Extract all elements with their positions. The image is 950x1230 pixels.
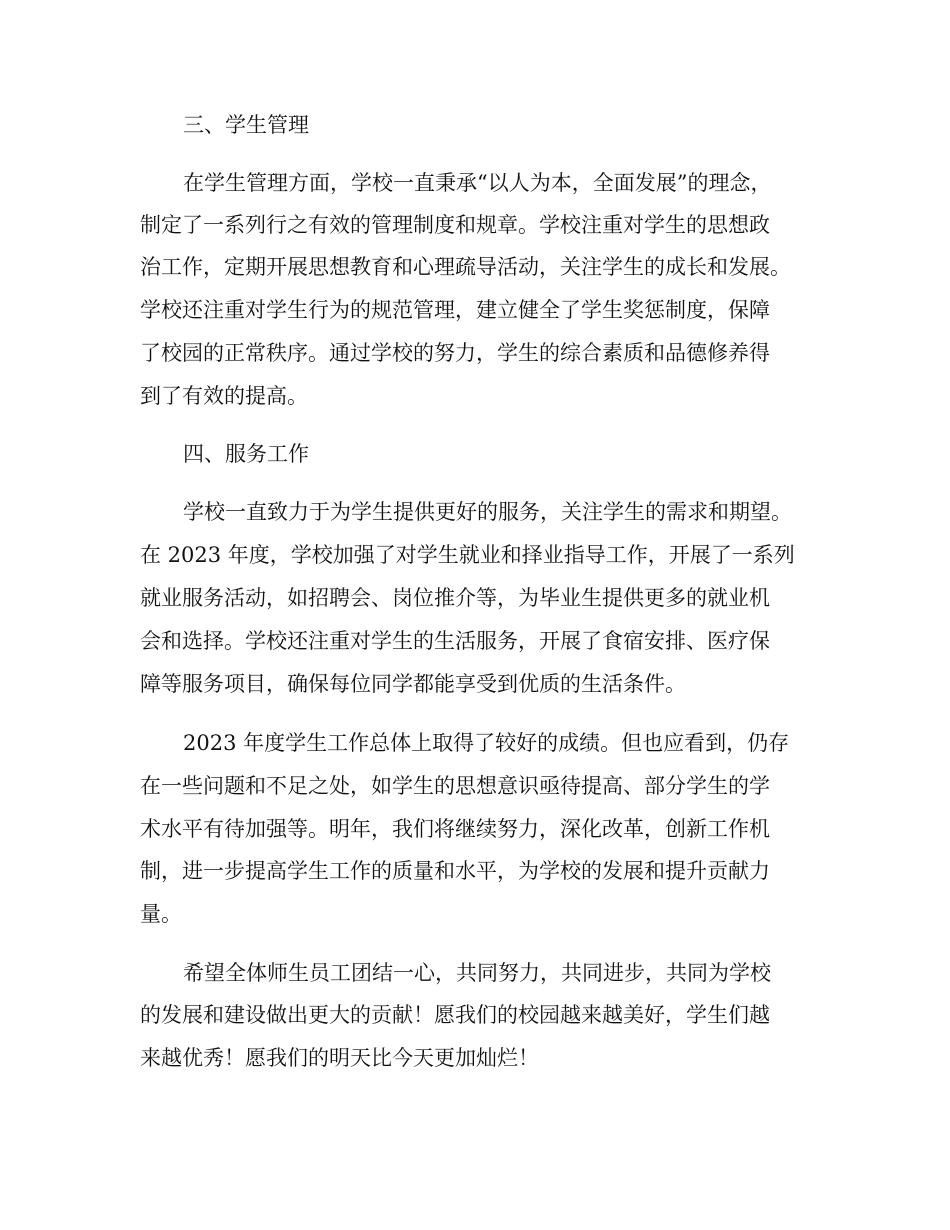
paragraph-line: 在一些问题和不足之处，如学生的思想意识亟待提高、部分学生的学 [140, 774, 770, 798]
paragraph-line: 制，进一步提高学生工作的质量和水平，为学校的发展和提升贡献力 [140, 859, 770, 883]
paragraph-line: 量。 [140, 902, 182, 926]
paragraph-line: 在学生管理方面，学校一直秉承“以人为本，全面发展”的理念， [183, 171, 772, 195]
paragraph-line: 2023 年度学生工作总体上取得了较好的成绩。但也应看到，仍存 [183, 731, 790, 755]
section-heading-services: 四、服务工作 [183, 442, 309, 466]
paragraph-line: 就业服务活动，如招聘会、岗位推介等，为毕业生提供更多的就业机 [140, 586, 770, 610]
section-heading-student-management: 三、学生管理 [183, 113, 309, 137]
paragraph-line: 的发展和建设做出更大的贡献！愿我们的校园越来越美好，学生们越 [140, 1003, 770, 1027]
paragraph-line: 希望全体师生员工团结一心，共同努力，共同进步，共同为学校 [183, 961, 771, 985]
paragraph-line: 在 2023 年度，学校加强了对学生就业和择业指导工作，开展了一系列 [140, 543, 795, 567]
paragraph-line: 障等服务项目，确保每位同学都能享受到优质的生活条件。 [140, 672, 686, 696]
paragraph-line: 了校园的正常秩序。通过学校的努力，学生的综合素质和品德修养得 [140, 341, 770, 365]
paragraph-line: 学校一直致力于为学生提供更好的服务，关注学生的需求和期望。 [183, 500, 792, 524]
paragraph-line: 来越优秀！愿我们的明天比今天更加灿烂！ [140, 1046, 539, 1070]
paragraph-line: 会和选择。学校还注重对学生的生活服务，开展了食宿安排、医疗保 [140, 629, 770, 653]
paragraph-line: 治工作，定期开展思想教育和心理疏导活动，关注学生的成长和发展。 [140, 255, 791, 279]
paragraph-line: 到了有效的提高。 [140, 384, 308, 408]
paragraph-line: 学校还注重对学生行为的规范管理，建立健全了学生奖惩制度，保障 [140, 298, 770, 322]
paragraph-line: 术水平有待加强等。明年，我们将继续努力，深化改革，创新工作机 [140, 817, 770, 841]
paragraph-line: 制定了一系列行之有效的管理制度和规章。学校注重对学生的思想政 [140, 213, 770, 237]
